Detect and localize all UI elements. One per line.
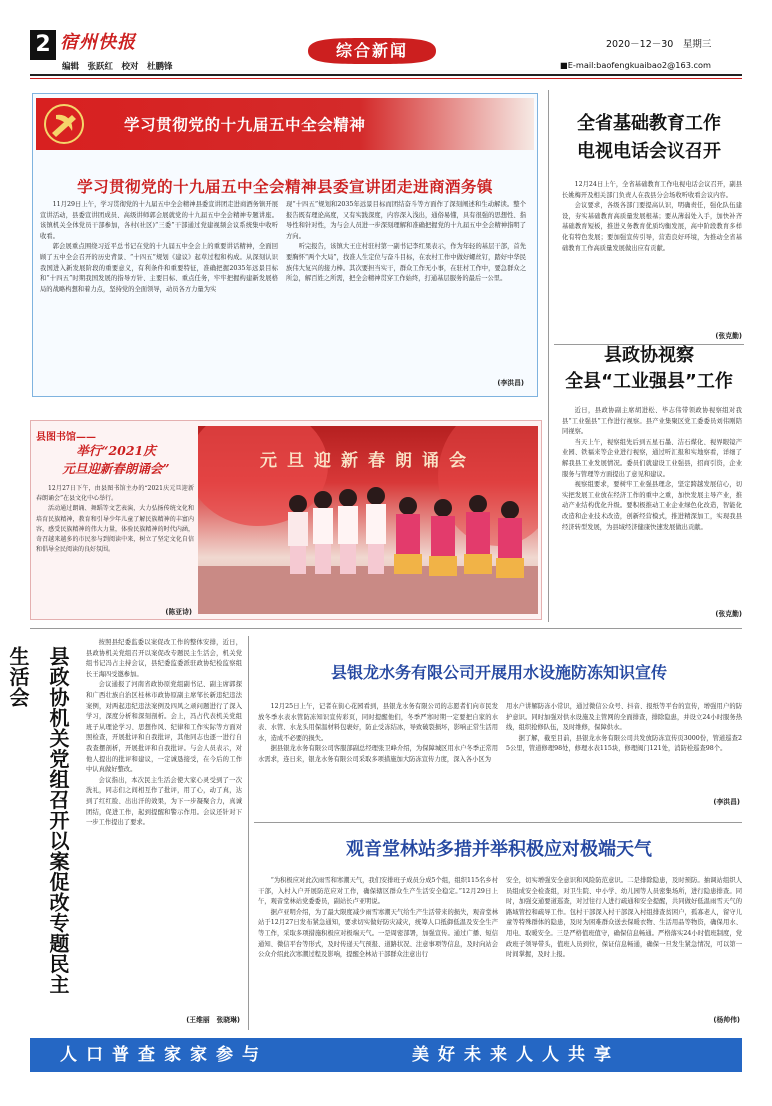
issue-date: 2020－12－30 星期三 — [606, 39, 712, 50]
feature-paragraph: 现“十四五”规划和2035年远景目标而团结奋斗等方面作了深刻阐述和生动解读。整个报告既有理论高度，又有实践深度，内容深入浅出，通俗易懂，具有很强的思想性、指导性和针对性，为与会人员进一步深刻理解和准确把握党的十九届五中全会精神指明了方向。 — [286, 201, 526, 240]
cppcc-signature: (张克勤) — [715, 610, 742, 618]
vertical-divider — [248, 636, 249, 1030]
cppcc-title-1: 县政协视察 — [604, 345, 694, 366]
contact-email: ■E-mail:baofengkuaibao2@163.com — [560, 60, 712, 70]
vertical-headline: 县政协机关党组召开以案促改专题民主生活会 — [6, 646, 70, 995]
party-emblem-icon — [42, 103, 86, 145]
feature-paragraph: 郭会展重点围绕习近平总书记在党的十九届五中全会上的重要讲话精神，全面回顾了五中全会召开的历史背景、“十四五”规划《建议》起草过程和构成。从深刻认识我国进入新发展阶段的重要意义，有利条件和重要特征，准确把握2035年远景目标和“十四五”时期我国发展的指导方针、主要目标、重点任务，牢牢把握构建新发展格局的战略构想和着力点，坚持党的全面领导，动员各方力量为实 — [40, 243, 278, 293]
feature-paragraph: 11月29日上午，学习贯彻党的十九届五中全会精神县委宣讲团走进商酒务镇开展宣讲活动，县委宣讲团成员、高级讲师郭会展就党的十九届五中全会精神专题讲座。该镇机关全体党员干部参加，各村(社区)“三委”干部通过党建视频会议系统集中收听收看。 — [40, 201, 278, 240]
forest-paragraph: 安全，切实增强安全意识和风险防范意识。二是排除隐患，及时预防。抽调站组织人员组成安全检查组，对卫生院、中小学、幼儿园等人员密集场所，进行隐患排查。同时，加强交通要道巡查，对过往行人进行疏通和安全提醒，共同做好低温雨雪天气的路域管控和疏导工作。包村干部深入村干部深入村组排查贫困户，孤寡老人，留守儿童等特殊群体的隐患，及时为困难群众送去保暖衣物、生活用品等物资，确保用水、用电、取暖安全。三是严格值班值守，确保信息畅通。严格落实24小时值班制度，党政班子领导带头，值班人员到位，保证信息畅通，确保一旦发生紧急情况，可以第一时间掌握，及时上报。 — [506, 877, 742, 959]
water-paragraph: 据县银龙水务有限公司客服部副总经理张卫峰介绍，为保障城区用水户冬季正常用水需求，连日来，银龙水务有限公司采取多项措施加大防冻宣传力度，深入各小区为 — [258, 745, 498, 763]
water-paragraph: 据了解，截至目前，县银龙水务有限公司共发放防冻宣传页3000份，管道巡查25公里，管道修理98处，修理水表115块，修理阀门121处，消防栓巡查98个。 — [506, 734, 742, 753]
masthead-brand: 宿州快报 — [60, 32, 136, 53]
water-headline: 县银龙水务有限公司开展用水设施防冻知识宣传 — [330, 663, 667, 682]
vertical-signature: (王维丽 张晓琳) — [186, 1016, 240, 1024]
forest-headline: 观音堂林站多措并举积极应对极端天气 — [346, 839, 652, 860]
water-paragraph: 12月25日上午，记者在街心花园看到，县银龙水务有限公司的志愿者们向市民发放冬季水表水管防冻知识宣传彩页，同时提醒他们，冬季严寒时期一定要把自家的水表、水管、水龙头用保温材料包裹好，防止受冻结冰，导致破裂损坏，影响正常生活用水，造成不必要的损失。 — [258, 703, 498, 742]
edu-body — [562, 180, 742, 330]
forest-col-2 — [506, 876, 742, 1014]
forest-col-1 — [258, 876, 498, 1026]
library-signature: (陈亚诗) — [165, 608, 192, 616]
cppcc-paragraph: 视察组要求，要树牢工业强县理念，坚定跨越发展信心，切实把发展工业放在经济工作的重中之重，加快发展主导产业，推动产业结构优化升级。要积极推动工业企业绿色化改造，智能化改造和企业技术改造，创新经营模式，推进精深加工，实现我县经济转型发展，为县域经济健康快速发展做出贡献。 — [562, 481, 742, 531]
feature-headline: 学习贯彻党的十九届五中全会精神县委宣讲团走进商酒务镇 — [77, 178, 493, 196]
page-number-box: 2 — [30, 30, 56, 60]
forest-paragraph: 据卢亚明介绍，为了最大限度减少雨雪寒潮天气给生产生活带来的损失，观音堂林站于12月27日发布紧急通知，要求切实做好防灾减灾，统筹人口抵御低温及安全生产等工作，采取多项措施积极应对极端天气。一是周密部署，加强宣传。通过广播、短信通知、微信平台等形式，及时传递天气预报、道路状况、注意事项等信息，及时向站会公众介绍此次寒潮过程及影响，提醒全林站干部群众注意出行 — [258, 908, 498, 959]
forest-paragraph: “为积极应对此次雨雪和寒潮天气，我们安排班子成员分成5个组，组织115名乡村干部，入村入户开展防范应对工作，确保辖区群众生产生活安全稳定。”12月29日上午，观音堂林站党委委员，副站长卢亚明说。 — [258, 877, 498, 906]
library-kicker: 县图书馆—— — [36, 432, 96, 443]
vertical-paragraph: 按照县纪委监委以案促改工作的整体安排，近日，县政协机关党组召开以案促改专题民主生活会，机关党组书记冯占主持会议，县纪委监委派驻政协纪检监察组长王海四受邀参加。 — [86, 639, 242, 678]
feature-col-2 — [286, 200, 526, 376]
cppcc-paragraph: 近日，县政协副主席胡进松、毕志伟带领政协视察组对我县“工业强县”工作进行视察。县产业集聚区党工委委员刘伟刚陪同视察。 — [562, 407, 742, 436]
header-rule — [30, 74, 742, 76]
water-paragraph: 用水户讲解防冻小常识，通过微信公众号、抖音、报纸等平台的宣传，增强用户的防护意识。同时加强对供水设施及主管网的全面排查，排除隐患，并设立24小时服务热线，组织抢修队伍，及时维修，保障供水。 — [506, 703, 742, 732]
cppcc-paragraph: 当天上午，视察组先后到五星石墨、洁石煤化、视界眼镜产业园、铁福来等企业进行视察，通过听汇报和实地察看，详细了解我县工业发展情况。委员们就建设工业强县，招商引资，企业服务与管理等方面提出了意见和建议。 — [562, 438, 742, 478]
water-col-2 — [506, 702, 742, 794]
library-paragraph: 12月27日下午，由县图书馆主办的“2021庆元旦迎新春朗诵会”在县文化中心举行。 — [36, 485, 194, 503]
header-rule-thin — [30, 78, 742, 79]
footer-slogan-right: 美好未来人人共享 — [412, 1045, 620, 1065]
feature-banner-text: 学习贯彻党的十九届五中全会精神 — [124, 116, 366, 134]
water-signature: (李洪昌) — [713, 798, 740, 806]
forest-signature: (杨帅伟) — [713, 1016, 740, 1024]
feature-col-1 — [40, 200, 278, 385]
edu-title-2: 电视电话会议召开 — [577, 141, 721, 162]
water-divider — [254, 822, 742, 823]
column-divider — [548, 90, 549, 622]
edu-paragraph: 12月24日上午，全省基础教育工作电视电话会议召开，副县长姚梅开及相关部门负责人在我县分会场收听收看会议内容。 — [562, 181, 742, 199]
footer-slogan-left: 人口普查家家参与 — [60, 1045, 268, 1065]
library-body — [36, 484, 194, 608]
cppcc-title-2: 全县“工业强县”工作 — [565, 371, 733, 392]
water-col-1 — [258, 702, 498, 818]
edu-title-1: 全省基础教育工作 — [577, 113, 721, 134]
library-title-2: 元旦迎新春朗诵会” — [62, 461, 170, 476]
vertical-paragraph: 会议通报了河南省政协原党组副书记、副主席郭探和广西壮族自治区桂林市政协原副主席邹长新违纪违法案例，对两起违纪违法案例及四风之顽问题进行了深入学习，深度分析和深刻剖析。会上，冯占代表机关党组班子从理论学习、思想作风、纪律和工作实际等方面对照检查，开展批评和自我批评，其他同志也逐一进行自我查摆剖析，开展批评和自我批评。与会人员表示，对他人提出的批评和建议，一定诚恳接受，在今后的工作中认真做好整改。 — [86, 681, 242, 774]
section-title: 综合新闻 — [335, 41, 408, 60]
library-paragraph: 活动通过朗诵、舞蹈等文艺表演，大力弘扬传统文化和培育民族精神，教育和引导少年儿童了解民族精神的丰富内容，感受民族精神的伟大力量，体验民族精神的时代内涵，奇召越来越多的市民参与到阅读中来，树立了坚定文化自信和倡导全民阅读的良好氛围。 — [36, 505, 194, 554]
feature-signature: (李洪昌) — [497, 379, 524, 387]
edu-signature: (张克勤) — [715, 332, 742, 340]
photo-banner-text: 元旦迎新春朗诵会 — [260, 451, 476, 471]
cppcc-body — [562, 406, 742, 608]
vertical-body — [86, 638, 242, 1012]
edu-paragraph: 会议要求，各级各部门要提高认识，明确责任，强化队伍建设，夯实基础教育高质量发展根基；要从薄弱处入手，加快补齐基础教育短板，推进义务教育优质均衡发展，高中阶段教育多样化有特色发展；要加强宣传引导，营造良好环境，为推动全省基础教育工作高质量发展做出应有贡献。 — [562, 202, 742, 252]
vertical-paragraph: 会议指出，本次民主生活会使大家心灵受到了一次洗礼，同志们之间相互作了批评，用了心，动了真，达到了红红脸、出出汗的效果，为下一步凝聚合力，真诚团结，促进工作，起到提醒和警示作用。会议还针对下一步工作提出了要求。 — [86, 776, 242, 827]
editor-credit: 编辑 张跃红 校对 杜鹏锋 — [62, 62, 173, 72]
library-title-1: 举行“2021庆 — [76, 443, 156, 458]
feature-paragraph: 听完报告，该镇大王庄村驻村第一副书记李红果表示，作为年轻的基层干部，首先要胸怀“两个大局”，找准人生定位与奋斗目标，在农村工作中做好螺丝钉，踏好中华民族伟大复兴的接力棒。其次要担当实干，群众工作无小事，在驻村工作中，要急群众之所急，解百姓之所需，把全会精神贯穿工作始终，打通基层服务的最后一公里。 — [286, 243, 526, 283]
left-column-divider — [30, 628, 742, 629]
